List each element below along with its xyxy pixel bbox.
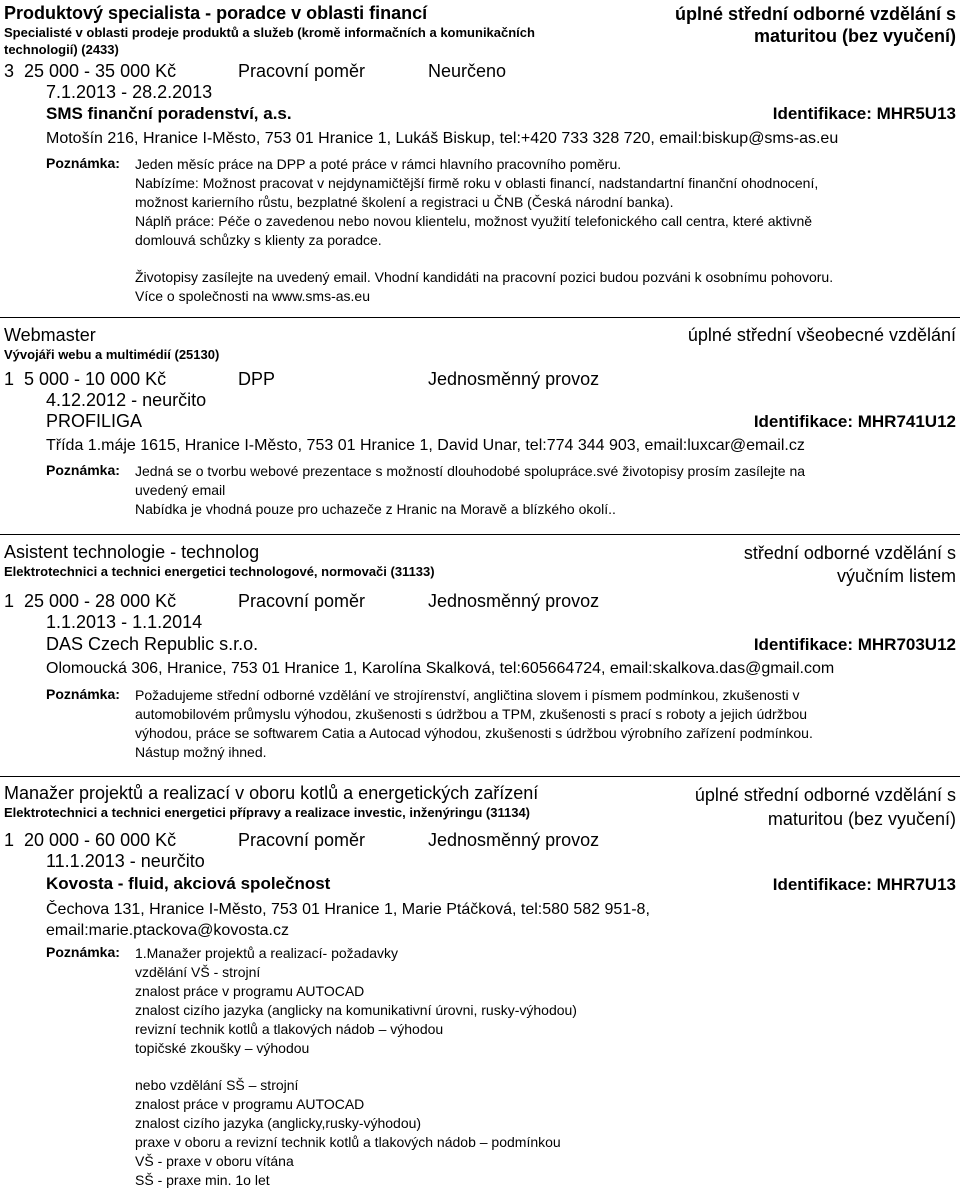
contact-info: Čechova 131, Hranice I-Město, 753 01 Hranice 1, Marie Ptáčková, tel:580 582 951-8, email:marie.ptackova@kovosta.cz: [46, 901, 650, 939]
employment-type: Pracovní poměr: [238, 830, 366, 850]
contact-info: Olomoucká 306, Hranice, 753 01 Hranice 1, Karolína Skalková, tel:605664724, email:skalkova.das@gmail.com: [46, 660, 835, 677]
employment-type: Pracovní poměr: [238, 591, 366, 611]
note-label: Poznámka:: [46, 462, 120, 478]
validity-dates: 7.1.2013 - 28.2.2013: [46, 82, 213, 102]
company-name: Kovosta - fluid, akciová společnost: [46, 874, 331, 893]
note-text: Jedná se o tvorbu webové prezentace s možností dlouhodobé spolupráce.své životopisy prosím zasílejte na uvedený email Nabídka je vhodná pouze pro uchazeče z Hranic na Moravě a blízkého okolí..: [135, 463, 806, 517]
education-requirement: úplné střední všeobecné vzdělání: [687, 325, 956, 345]
company-name: PROFILIGA: [46, 411, 143, 431]
divider: [0, 534, 960, 535]
identification: Identifikace: MHR741U12: [753, 412, 956, 431]
job-category: Elektrotechnici a technici energetici přípravy a realizace investic, inženýringu (31134): [4, 805, 530, 820]
shift-type: Jednosměnný provoz: [428, 830, 600, 850]
employment-type: Pracovní poměr: [238, 61, 366, 81]
position-count: 1: [4, 830, 15, 850]
job-category: Specialisté v oblasti prodeje produktů a služeb (kromě informačních a komunikačních technologií) (2433): [4, 25, 535, 57]
company-name: SMS finanční poradenství, a.s.: [46, 104, 292, 123]
divider: [0, 776, 960, 777]
shift-type: Neurčeno: [428, 61, 507, 81]
note-label: Poznámka:: [46, 944, 120, 960]
position-count: 3: [4, 61, 15, 81]
job-title: Asistent technologie - technolog: [4, 542, 260, 562]
job-title: Manažer projektů a realizací v oboru kotlů a energetických zařízení: [4, 783, 539, 803]
education-requirement: úplné střední odborné vzdělání s maturitou (bez vyučení): [674, 4, 956, 46]
salary: 25 000 - 28 000 Kč: [24, 591, 177, 611]
validity-dates: 11.1.2013 - neurčito: [46, 851, 205, 871]
education-requirement: střední odborné vzdělání s výučním listem: [743, 543, 956, 586]
note-label: Poznámka:: [46, 686, 120, 702]
job-category: Elektrotechnici a technici energetici technologové, normovači (31133): [4, 564, 435, 579]
identification: Identifikace: MHR5U13: [772, 104, 956, 123]
note-text: Jeden měsíc práce na DPP a poté práce v rámci hlavního pracovního poměru. Nabízíme: Možnost pracovat v nejdynamičtější firmě roku v oblasti financí, nadstandartní finanční ohodnocení, možnost karierního růstu, bezplatné školení a registraci u ČNB (Česká národní banka). Náplň práce: Péče o zavedenou nebo novou klientelu, možnost využití telefonického call centra, které aktivně domlouvá schůzky s klienty za poradce. Životopisy zasílejte na uvedený email. Vhodní kandidáti na pracovní pozici budou pozváni k osobnímu pohovoru. Více o společnosti na www.sms-as.eu: [135, 156, 834, 304]
employment-type: DPP: [238, 369, 276, 389]
job-title: Produktový specialista - poradce v oblasti financí: [4, 3, 428, 23]
position-count: 1: [4, 591, 15, 611]
salary: 5 000 - 10 000 Kč: [24, 369, 167, 389]
note-text: 1.Manažer projektů a realizací- požadavky vzdělání VŠ - strojní znalost práce v programu AUTOCAD znalost cizího jazyka (anglicky na komunikativní úrovni, rusky-výhodou) revizní technik kotlů a tlakových nádob – výhodou topičské zkoušky – výhodou nebo vzdělání SŠ – strojní znalost práce v programu AUTOCAD znalost cizího jazyka (anglicky,rusky-výhodou) praxe v oboru a revizní technik kotlů a tlakových nádob – podmínkou VŠ - praxe v oboru vítána SŠ - praxe min. 1o let: [135, 945, 577, 1188]
identification: Identifikace: MHR7U13: [772, 875, 956, 894]
validity-dates: 1.1.2013 - 1.1.2014: [46, 612, 203, 632]
job-category: Vývojáři webu a multimédií (25130): [4, 347, 220, 362]
salary: 20 000 - 60 000 Kč: [24, 830, 177, 850]
company-name: DAS Czech Republic s.r.o.: [46, 634, 259, 654]
shift-type: Jednosměnný provoz: [428, 369, 600, 389]
shift-type: Jednosměnný provoz: [428, 591, 600, 611]
job-title: Webmaster: [4, 325, 96, 345]
note-label: Poznámka:: [46, 155, 120, 171]
education-requirement: úplné střední odborné vzdělání s maturitou (bez vyučení): [694, 785, 956, 829]
identification: Identifikace: MHR703U12: [753, 635, 956, 654]
note-text: Požadujeme střední odborné vzdělání ve strojírenství, angličtina slovem i písmem podmínkou, zkušenosti v automobilovém průmyslu výhodou, zkušenosti s údržbou a TPM, zkušenosti s prací s roboty a jejich údržbou výhodou, práce se softwarem Catia a Autocad výhodou, zkušenosti s údržbou výrobního zařízení podmínkou. Nástup možný ihned.: [135, 687, 813, 760]
contact-info: Motošín 216, Hranice I-Město, 753 01 Hranice 1, Lukáš Biskup, tel:+420 733 328 720, email:biskup@sms-as.eu: [46, 130, 839, 147]
contact-info: Třída 1.máje 1615, Hranice I-Město, 753 01 Hranice 1, David Unar, tel:774 344 903, email:luxcar@email.cz: [46, 437, 805, 454]
salary: 25 000 - 35 000 Kč: [24, 61, 177, 81]
divider: [0, 317, 960, 318]
position-count: 1: [4, 369, 15, 389]
validity-dates: 4.12.2012 - neurčito: [46, 390, 207, 410]
